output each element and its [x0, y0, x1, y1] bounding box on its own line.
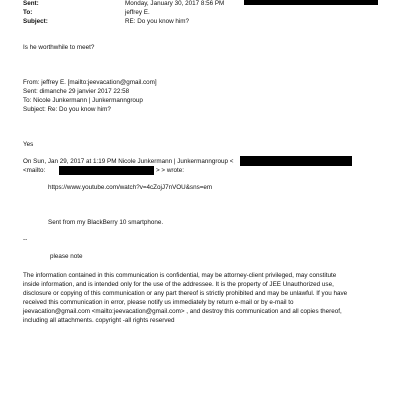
disclaimer-line: disclosure or copying of this communication or any part thereof is strictly prohibited and may be unlawful. If you have — [23, 290, 348, 297]
separator: -- — [23, 236, 28, 243]
quoted-subject: Subject: Re: Do you know him? — [23, 106, 111, 113]
quoted-from: From: jeffrey E. [mailto:jeevacation@gmail.com] — [23, 79, 157, 86]
youtube-link[interactable]: https://www.youtube.com/watch?v=4cZojJ7nVOU&sns=em — [48, 184, 213, 191]
sent-value: Monday, January 30, 2017 8:56 PM — [125, 0, 225, 7]
subject-label: Subject: — [23, 18, 48, 25]
to-label: To: — [23, 9, 33, 16]
disclaimer-line: The information contained in this communication is confidential, may be attorney-client privileged, may constitute — [23, 272, 337, 279]
disclaimer-line: inside information, and is intended only for the use of the addressee. It is the property of JEE Unauthorized use, — [23, 281, 334, 288]
to-value: jeffrey E. — [125, 9, 150, 16]
disclaimer-line: received this communication in error, please notify us immediately by return e-mail or by e-mail to — [23, 299, 294, 306]
on-line-prefix: On Sun, Jan 29, 2017 at 1:19 PM Nicole Junkermann | Junkermanngroup < — [23, 158, 234, 165]
signature-text: Sent from my BlackBerry 10 smartphone. — [48, 219, 164, 226]
quoted-sent: Sent: dimanche 29 janvier 2017 22:58 — [23, 88, 130, 95]
reply-text: Yes — [23, 141, 34, 148]
mailto-prefix: <mailto: — [23, 167, 46, 174]
disclaimer-line: jeevacation@gmail.com <mailto:jeevacation@gmail.com> , and destroy this communication and all copies thereof, — [23, 308, 342, 315]
redaction-bar — [240, 156, 352, 166]
redaction-bar — [244, 0, 378, 5]
sent-label: Sent: — [23, 0, 39, 7]
wrote-suffix: > > wrote: — [156, 167, 185, 174]
disclaimer-line: including all attachments. copyright -all rights reserved — [23, 317, 175, 324]
note-text: please note — [50, 253, 83, 260]
question-text: Is he worthwhile to meet? — [23, 44, 95, 51]
redaction-bar — [59, 166, 154, 175]
quoted-to: To: Nicole Junkermann | Junkermanngroup — [23, 97, 143, 104]
subject-value: RE: Do you know him? — [125, 18, 190, 25]
